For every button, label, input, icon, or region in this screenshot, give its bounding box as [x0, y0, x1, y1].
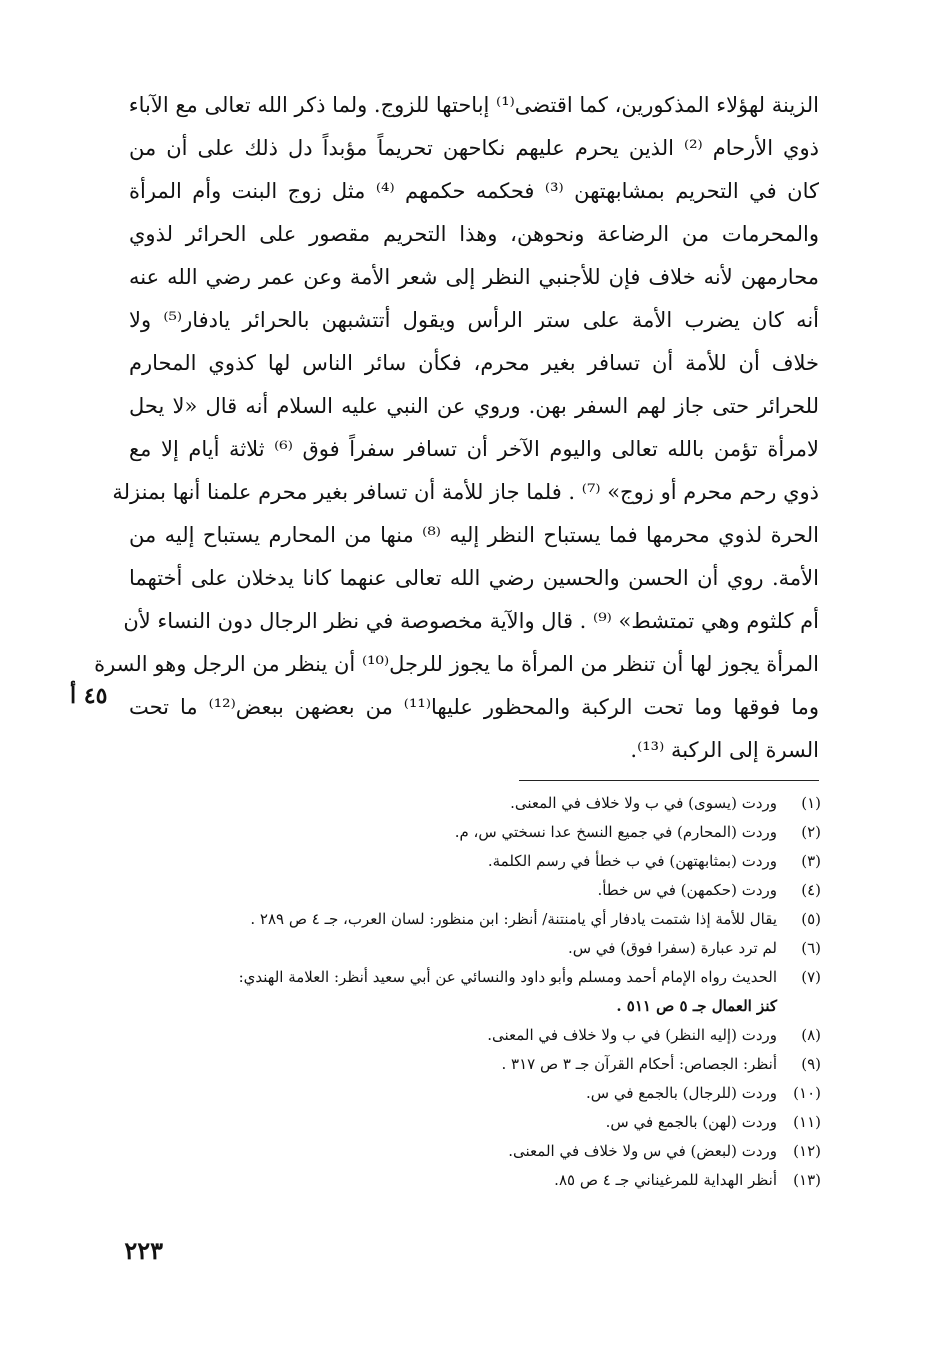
footnote-number: (٩): [801, 1055, 821, 1073]
body-line: أم كلثوم وهي تمتشط» ⁽⁹⁾ . قال والآية مخصوصة في نظر الرجال دون النساء لأن: [123, 609, 819, 633]
footnote: [121, 818, 821, 847]
body-line: الأمة. روي أن الحسن والحسين رضي الله تعالى عنهما كانا يدخلان على أختهما: [129, 566, 819, 590]
footnote: [121, 1079, 821, 1108]
footnote-number: (١٣): [793, 1171, 821, 1189]
footnote-number: (٦): [801, 939, 821, 957]
body-line: ذوي الأرحام ⁽²⁾ الذين يحرم عليهم نكاحهن تحريماً مؤبداً دل ذلك على أن من: [129, 136, 819, 160]
footnote: [121, 905, 821, 934]
footnote-number: (١٠): [793, 1084, 821, 1102]
main-text: [94, 84, 820, 772]
footnote: [121, 847, 821, 876]
body-line: محارمهن لأنه خلاف فإن للأجنبي النظر إلى شعر الأمة وعن عمر رضي الله عنه: [129, 265, 819, 289]
body-line: للحرائر حتى جاز لهم السفر بهن. وروي عن النبي عليه السلام أنه قال «لا يحل: [129, 394, 819, 418]
body-line: خلاف أن للأمة أن تسافر بغير محرم، فكأن سائر الناس لها كذوي المحارم: [129, 351, 819, 375]
body-line: السرة إلى الركبة ⁽¹³⁾.: [630, 738, 819, 762]
footnote-continuation: كنز العمال جـ ٥ ص ٥١١ .: [616, 997, 777, 1015]
body-line: المرأة يجوز لها أن تنظر من المرأة ما يجوز للرجل⁽¹⁰⁾ أن ينظر من الرجل وهو السرة: [94, 652, 819, 676]
body-line: والمحرمات من الرضاعة ونحوهن، وهذا التحريم مقصور على الحرائر لذوي: [129, 222, 819, 246]
footnote-text: الحديث رواه الإمام أحمد ومسلم وأبو داود والنسائي عن أبي سعيد أنظر: العلامة الهندي:: [238, 968, 777, 986]
footnote: [121, 1166, 821, 1195]
footnote-text: يقال للأمة إذا شتمت يادفار أي يامنتنة/ أنظر: ابن منظور: لسان العرب، جـ ٤ ص ٢٨٩ .: [250, 910, 777, 928]
footnote: [121, 1050, 821, 1079]
footnote: [121, 963, 821, 1021]
footnote-number: (٢): [801, 823, 821, 841]
footnote: [121, 789, 821, 818]
body-line: الحرة لذوي محرمها فما يستباح النظر إليه ⁽⁸⁾ منها من المحارم يستباح إليه من: [129, 523, 819, 547]
body-line: كان في التحريم بمشابهتهن ⁽³⁾ فحكمه حكمهم ⁽⁴⁾ مثل زوج البنت وأم المرأة: [129, 179, 819, 203]
footnote-number: (١٢): [793, 1142, 821, 1160]
body-line: وما فوقها وما تحت الركبة والمحظور عليها⁽¹¹⁾ من بعضهن ببعض⁽¹²⁾ ما تحت: [129, 695, 819, 719]
body-line: ذوي رحم محرم أو زوج» ⁽⁷⁾ . فلما جاز للأمة أن تسافر بغير محرم علمنا أنها بمنزلة: [112, 480, 819, 504]
footnote-text: وردت (لبعض) في س ولا خلاف في المعنى.: [508, 1142, 777, 1160]
footnote-text: وردت (يسوى) في ب ولا خلاف في المعنى.: [510, 794, 777, 812]
footnote: [121, 1108, 821, 1137]
body-line: أنه كان يضرب الأمة على ستر الرأس ويقول أتتشبهن بالحرائر يادفار⁽⁵⁾ ولا: [129, 308, 820, 332]
page-number: ٢٢٣: [124, 1236, 163, 1265]
footnote: [121, 1137, 821, 1166]
footnote-number: (٧): [801, 968, 821, 986]
body-line: لامرأة تؤمن بالله تعالى واليوم الآخر أن تسافر سفراً فوق ⁽⁶⁾ ثلاثة أيام إلا مع: [129, 437, 819, 461]
footnote-number: (٥): [801, 910, 821, 928]
footnote-text: وردت (إليه النظر) في ب ولا خلاف في المعنى.: [487, 1026, 777, 1044]
footnote-number: (٤): [801, 881, 821, 899]
footnote-text: أنظر الهداية للمرغيناني جـ ٤ ص ٨٥.: [554, 1171, 777, 1189]
footnote-text: أنظر: الجصاص: أحكام القرآن جـ ٣ ص ٣١٧ .: [501, 1055, 777, 1073]
footnote-text: وردت (بمثابهتهن) في ب خطأ في رسم الكلمة.: [487, 852, 777, 870]
footnote-text: وردت (حكمهن) في س خطأ.: [597, 881, 777, 899]
body-line: الزينة لهؤلاء المذكورين، كما اقتضى⁽¹⁾ إباحتها للزوج. ولما ذكر الله تعالى مع الآباء: [128, 93, 819, 117]
footnote-text: وردت (لهن) بالجمع في س.: [605, 1113, 777, 1131]
footnote-number: (٣): [801, 852, 821, 870]
footnote-text: وردت (للرجال) بالجمع في س.: [585, 1084, 777, 1102]
footnote-number: (١): [801, 794, 821, 812]
footnote: [121, 876, 821, 905]
footnote: [121, 1021, 821, 1050]
footnote: [121, 934, 821, 963]
footnote-number: (١١): [793, 1113, 821, 1131]
footnote-text: لم ترد عبارة (سفرا فوق) في س.: [567, 939, 777, 957]
footnote-separator: [519, 780, 819, 781]
manuscript-folio-marker: ٤٥ أ: [70, 683, 108, 709]
footnotes: [121, 789, 821, 1195]
footnote-text: وردت (المحارم) في جميع النسخ عدا نسختي س، م.: [454, 823, 777, 841]
footnote-number: (٨): [801, 1026, 821, 1044]
